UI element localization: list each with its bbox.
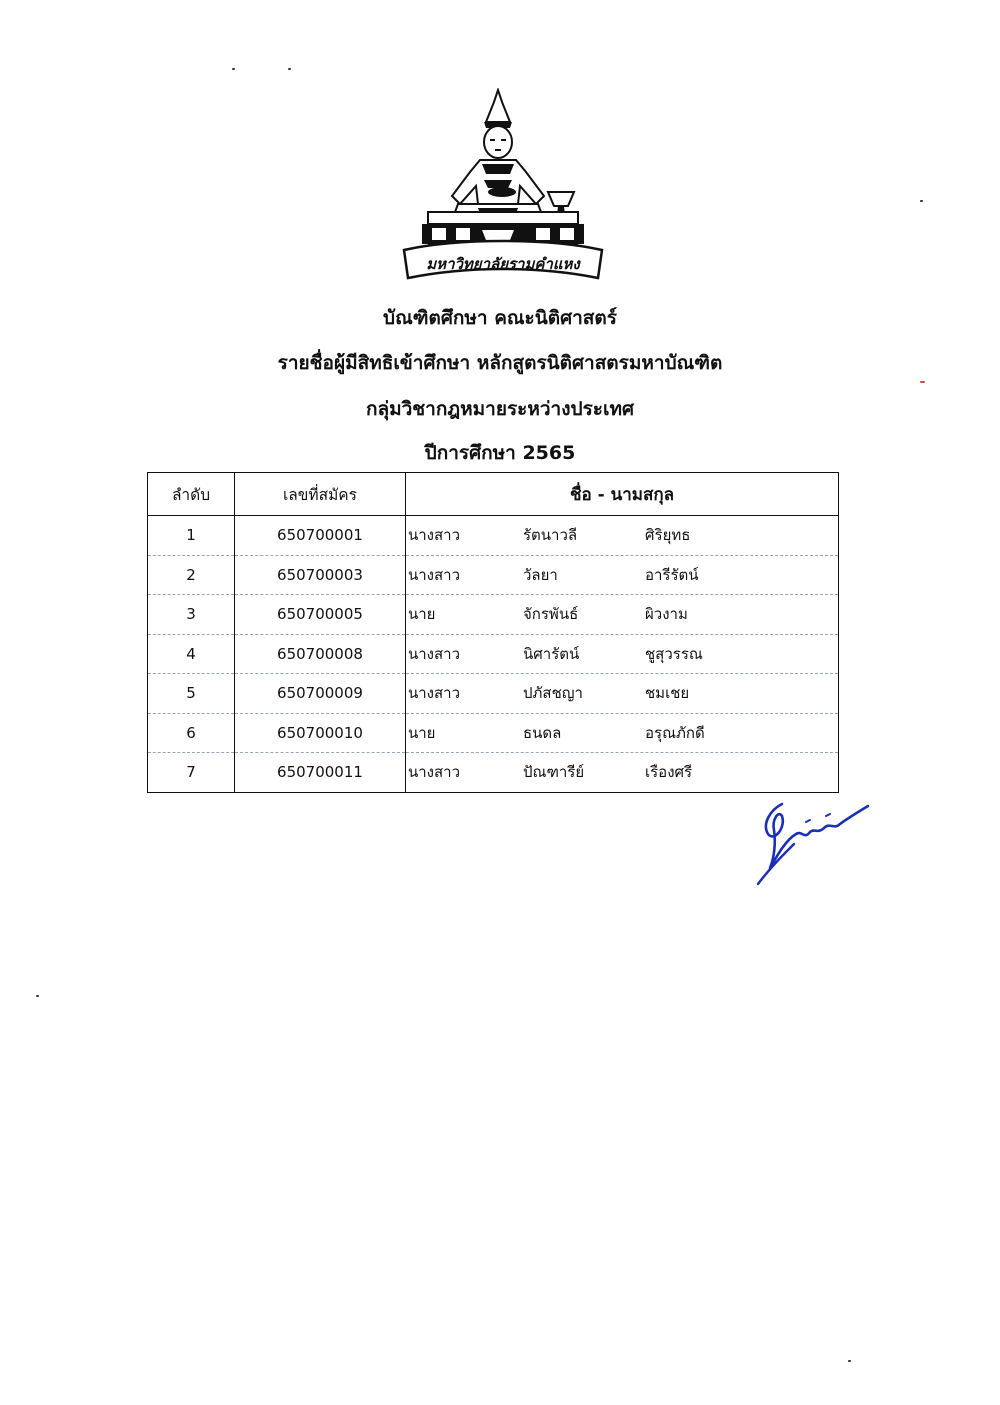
order-cell: 2	[148, 555, 235, 595]
name-prefix: นางสาว	[408, 763, 461, 782]
table-row	[148, 634, 839, 674]
application-no-cell: 650700003	[235, 555, 406, 595]
first-name: ปภัสชญา	[523, 684, 583, 703]
full-name-cell	[406, 753, 839, 793]
order-cell: 1	[148, 516, 235, 556]
last-name: ชูสุวรรณ	[645, 644, 703, 663]
last-name: ชมเชย	[645, 684, 690, 703]
table-row	[148, 595, 839, 635]
order-cell: 3	[148, 595, 235, 635]
order-cell: 7	[148, 753, 235, 793]
first-name: ปัณฑารีย์	[523, 763, 585, 782]
full-name-cell	[406, 634, 839, 674]
application-no-cell: 650700001	[235, 516, 406, 556]
last-name: ผิวงาม	[645, 605, 688, 624]
admitted-students-table	[147, 472, 839, 793]
table-row	[148, 555, 839, 595]
last-name: ศิริยุทธ	[645, 526, 691, 545]
order-cell: 4	[148, 634, 235, 674]
full-name-column-header: ชื่อ - นามสกุล	[406, 473, 839, 516]
first-name: ธนดล	[523, 723, 562, 742]
scan-speck	[920, 200, 923, 202]
last-name: เรืองศรี	[645, 763, 693, 782]
name-prefix: นางสาว	[408, 526, 461, 545]
table-row	[148, 516, 839, 556]
name-prefix: นาย	[408, 723, 436, 742]
full-name-cell	[406, 674, 839, 714]
full-name-cell	[406, 595, 839, 635]
scan-speck	[232, 68, 235, 70]
scan-speck	[36, 995, 39, 997]
table-row	[148, 713, 839, 753]
first-name: รัตนาวลี	[523, 526, 578, 545]
table-row	[148, 753, 839, 793]
last-name: อารีรัตน์	[645, 565, 699, 584]
application-no-cell: 650700010	[235, 713, 406, 753]
scan-speck	[920, 381, 925, 383]
scan-speck	[848, 1360, 851, 1362]
order-cell: 6	[148, 713, 235, 753]
application-no-cell: 650700005	[235, 595, 406, 635]
scan-speck	[288, 68, 291, 70]
full-name-cell	[406, 555, 839, 595]
subject-group: กลุ่มวิชากฎหมายระหว่างประเทศ	[365, 398, 635, 420]
application-no-cell: 650700009	[235, 674, 406, 714]
full-name-cell	[406, 516, 839, 556]
application-no-cell: 650700008	[235, 634, 406, 674]
university-seal-icon	[398, 88, 608, 288]
first-name: วัลยา	[523, 565, 558, 584]
order-column-header: ลำดับ	[148, 473, 235, 516]
name-prefix: นาย	[408, 605, 436, 624]
application-no-cell: 650700011	[235, 753, 406, 793]
academic-year: ปีการศึกษา 2565	[424, 442, 576, 464]
faculty-heading: บัณฑิตศึกษา คณะนิติศาสตร์	[383, 307, 617, 329]
list-title: รายชื่อผู้มีสิทธิเข้าศึกษา หลักสูตรนิติศาสตรมหาบัณฑิต	[277, 352, 723, 374]
last-name: อรุณภักดี	[645, 723, 705, 742]
name-prefix: นางสาว	[408, 684, 461, 703]
handwritten-signature-icon	[752, 800, 872, 888]
name-prefix: นางสาว	[408, 565, 461, 584]
full-name-cell	[406, 713, 839, 753]
name-prefix: นางสาว	[408, 644, 461, 663]
table-header-row	[148, 473, 839, 516]
table-row	[148, 674, 839, 714]
first-name: นิศารัตน์	[523, 644, 580, 663]
order-cell: 5	[148, 674, 235, 714]
application-no-column-header: เลขที่สมัคร	[235, 473, 406, 516]
seal-banner-text: มหาวิทยาลัยรามคำแหง	[426, 255, 580, 273]
first-name: จักรพันธ์	[523, 605, 579, 624]
